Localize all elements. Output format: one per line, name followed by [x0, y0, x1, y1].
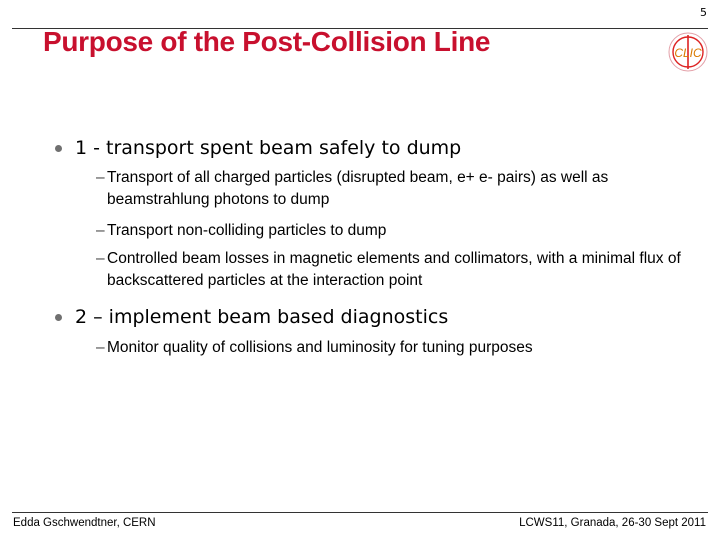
bottom-rule — [12, 512, 708, 513]
sub-bullet-1-2-text: Transport non-colliding particles to dump — [107, 222, 387, 239]
slide-title: Purpose of the Post-Collision Line — [43, 26, 491, 57]
dash-marker: – — [96, 250, 105, 267]
bullet-dot — [55, 145, 62, 152]
dash-marker: – — [96, 169, 105, 186]
bullet-dot — [55, 314, 62, 321]
dash-marker: – — [96, 222, 105, 239]
page-number: 5 — [700, 6, 707, 19]
dash-marker: – — [96, 339, 105, 356]
footer-event: LCWS11, Granada, 26-30 Sept 2011 — [519, 517, 706, 529]
sub-bullet-1-1-text: Transport of all charged particles (disrupted beam, e+ e- pairs) as well as beamstrahlung photons to dump — [107, 169, 609, 208]
sub-bullet-2-1-text: Monitor quality of collisions and luminosity for tuning purposes — [107, 339, 533, 356]
logo-text: CLIC — [674, 46, 702, 60]
bullet-2-text: 2 – implement beam based diagnostics — [75, 306, 449, 328]
clic-logo-icon — [668, 32, 708, 72]
sub-bullet-1-3-text: Controlled beam losses in magnetic elements and collimators, with a minimal flux of backscattered particles at the interaction point — [107, 250, 681, 289]
bullet-1-text: 1 - transport spent beam safely to dump — [75, 137, 462, 159]
footer-author: Edda Gschwendtner, CERN — [13, 517, 156, 529]
